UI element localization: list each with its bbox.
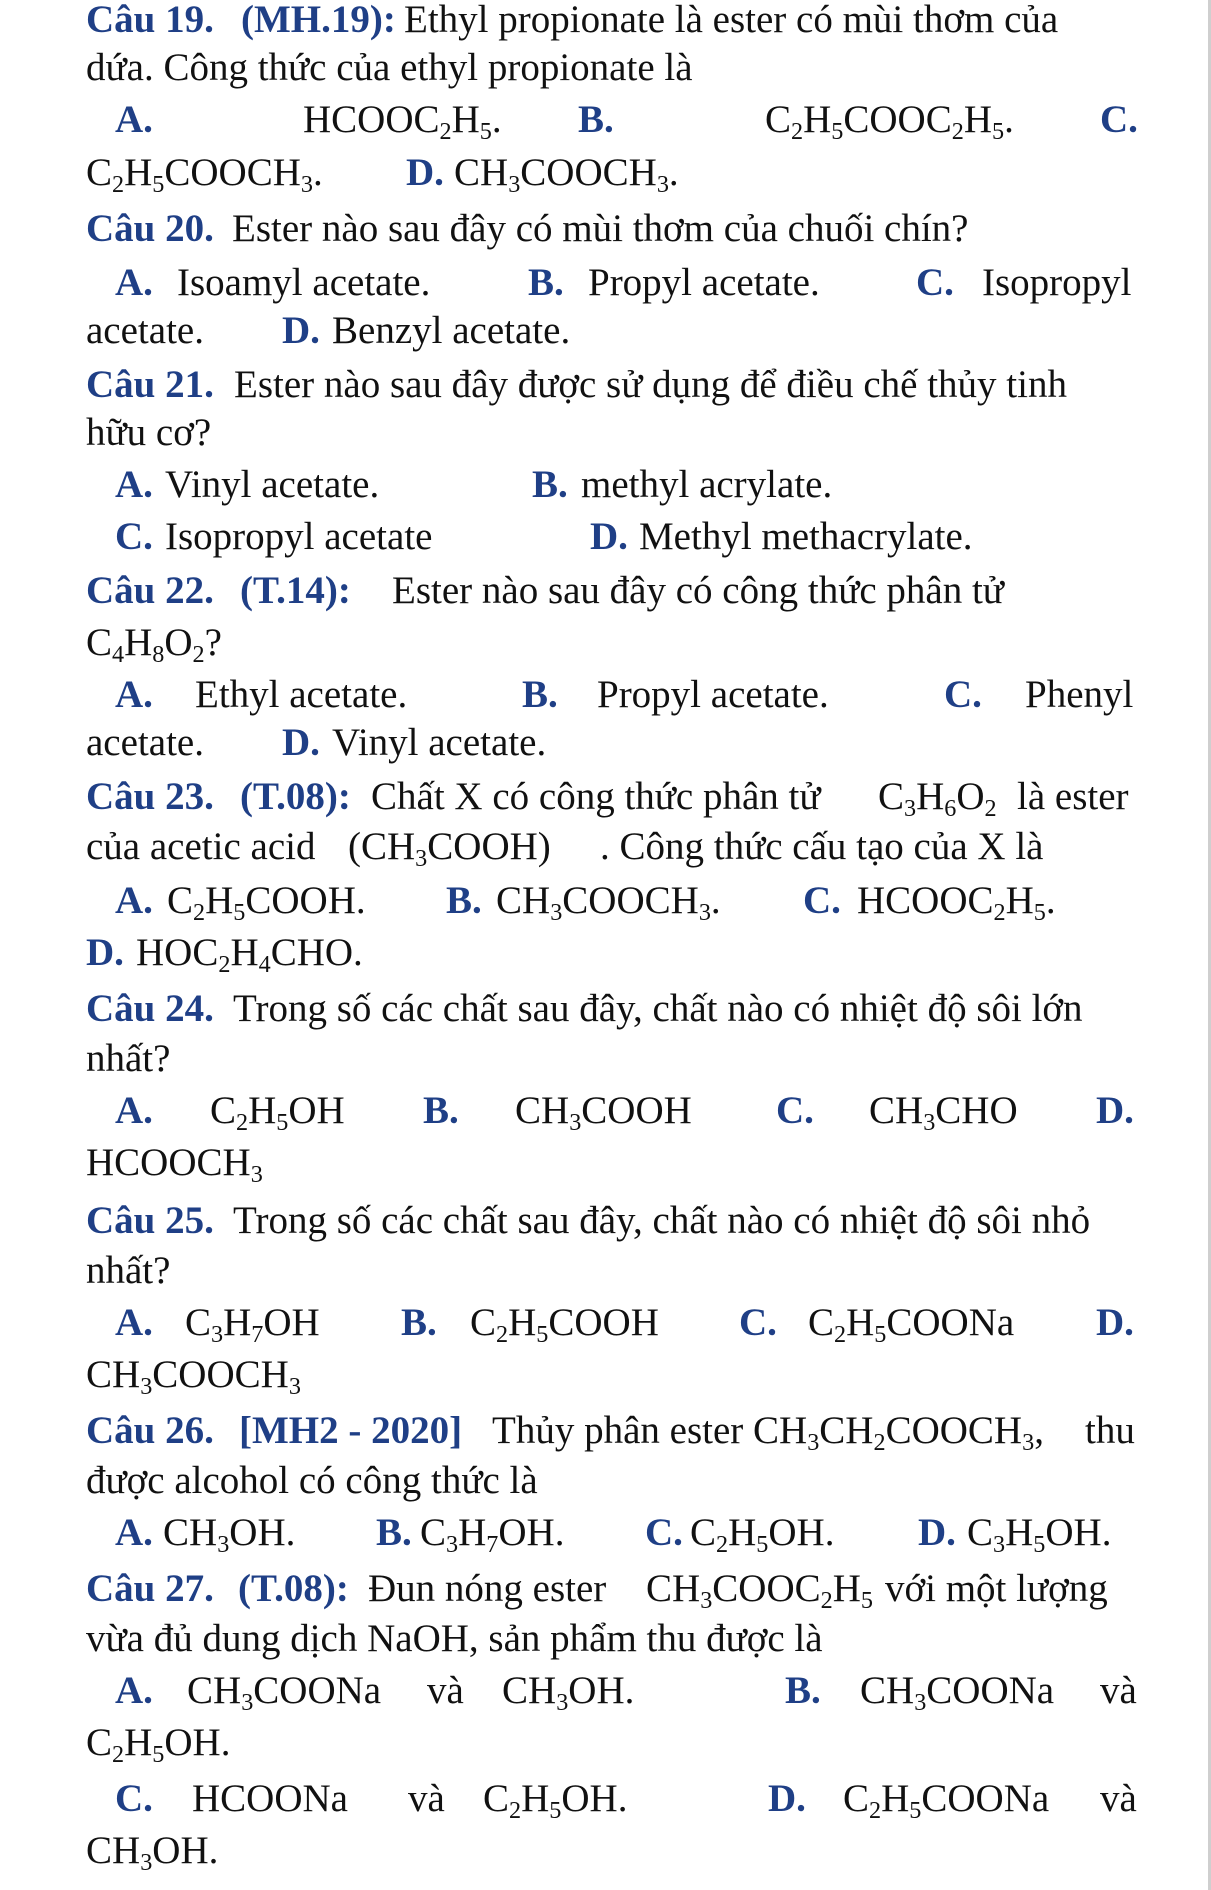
formula-text: COOH <box>548 1301 659 1344</box>
formula-text: . <box>710 879 721 922</box>
option-label: C. <box>944 673 982 716</box>
formula-subscript: 3 <box>415 844 428 872</box>
formula-text: HCOOCH <box>86 1141 251 1184</box>
formula-text: ? <box>204 621 222 664</box>
formula-subscript: 2 <box>791 117 804 145</box>
option-d-text: Benzyl acetate. <box>332 309 571 352</box>
option-label: D. <box>282 309 320 352</box>
option-c-formula <box>808 1297 1014 1349</box>
formula-subscript: 3 <box>300 170 313 198</box>
question-number: Câu 20. <box>86 207 214 250</box>
option-label: B. <box>446 879 482 922</box>
formula-text: COOCH <box>562 879 699 922</box>
formula-text: OH. <box>152 1829 219 1872</box>
formula-text: H <box>963 98 992 141</box>
option-label: B. <box>401 1301 437 1344</box>
option-a-text: Isoamyl acetate. <box>177 261 431 304</box>
question-stem: Ester nào sau đây có công thức phân tử <box>392 569 1004 612</box>
option-c-formula <box>690 1507 834 1559</box>
formula-text: COONa <box>253 1669 382 1712</box>
formula-subscript: 3 <box>288 1372 301 1400</box>
formula-text: C <box>470 1301 497 1344</box>
formula-text: C <box>483 1777 510 1820</box>
formula-subscript: 3 <box>250 1160 263 1188</box>
option-d-text: Methyl methacrylate. <box>639 515 973 558</box>
option-label: D. <box>86 931 124 974</box>
option-label: D. <box>282 721 320 764</box>
option-a-formula-1 <box>187 1665 381 1717</box>
formula-subscript: 3 <box>698 898 711 926</box>
option-d-formula <box>454 147 679 199</box>
option-and-word: và <box>427 1669 464 1712</box>
formula-text: CH <box>86 1353 141 1396</box>
option-a-formula-2 <box>502 1665 634 1717</box>
option-c-text-cont: acetate. <box>86 309 204 352</box>
formula-text: COOC <box>843 98 952 141</box>
formula-text: OH. <box>561 1777 628 1820</box>
option-a-formula <box>167 875 366 927</box>
option-label: B. <box>785 1669 821 1712</box>
formula-text: COOCH <box>885 1409 1023 1452</box>
option-label: B. <box>532 463 568 506</box>
option-label: D. <box>590 515 628 558</box>
formula-subscript: 5 <box>276 1108 289 1136</box>
formula-subscript: 5 <box>152 170 165 198</box>
question-tag: (MH.19): <box>241 0 396 41</box>
formula-text: H <box>451 98 480 141</box>
formula-text: CH <box>646 1567 701 1610</box>
formula-subscript: 5 <box>756 1530 769 1558</box>
option-d-text: Vinyl acetate. <box>332 721 547 764</box>
formula-subscript: 2 <box>496 1320 509 1348</box>
option-d-formula <box>967 1507 1111 1559</box>
option-label: A. <box>115 1089 153 1132</box>
molecular-formula <box>878 771 997 823</box>
formula-text: H <box>803 98 832 141</box>
formula-text: H <box>1005 879 1034 922</box>
question-stem: hữu cơ? <box>86 411 212 454</box>
formula-text: CH <box>496 879 551 922</box>
formula-text: . <box>1004 98 1014 141</box>
formula-subscript: 2 <box>112 1740 125 1768</box>
formula-subscript: 3 <box>807 1428 820 1456</box>
formula-subscript: 5 <box>536 1320 549 1348</box>
formula-text: CH <box>753 1409 808 1452</box>
question-stem: Trong số các chất sau đây, chất nào có nhiệt độ sôi nhỏ <box>233 1199 1091 1242</box>
formula-text: OH. <box>1045 1511 1112 1554</box>
option-b-formula <box>515 1085 692 1137</box>
option-label: D. <box>1096 1301 1134 1344</box>
option-c-formula-2 <box>483 1773 627 1825</box>
formula-text: C <box>878 775 905 818</box>
formula-text: H <box>881 1777 910 1820</box>
question-stem: nhất? <box>86 1249 171 1292</box>
option-label: B. <box>423 1089 459 1132</box>
formula-text: H <box>230 931 259 974</box>
formula-subscript: 2 <box>112 170 125 198</box>
formula-subscript: 7 <box>486 1530 499 1558</box>
option-d-formula-1 <box>843 1773 1049 1825</box>
option-label: A. <box>115 1669 153 1712</box>
formula-text: COONa <box>886 1301 1015 1344</box>
formula-text: COONa <box>926 1669 1055 1712</box>
formula-text: H <box>1005 1511 1034 1554</box>
formula-subscript: 3 <box>211 1320 224 1348</box>
formula-text: OH <box>263 1301 320 1344</box>
formula-text: CH <box>454 151 509 194</box>
option-c-formula <box>869 1085 1018 1137</box>
option-a-formula <box>163 1507 295 1559</box>
option-and-word: và <box>1100 1669 1137 1712</box>
formula-text: COOH) <box>427 825 551 868</box>
formula-subscript: 2 <box>193 898 206 926</box>
formula-subscript: 3 <box>140 1848 153 1876</box>
formula-subscript: 5 <box>1033 898 1046 926</box>
question-tag: (T.08): <box>240 775 351 818</box>
formula-subscript: 2 <box>993 898 1006 926</box>
formula-text: H <box>916 775 945 818</box>
formula-subscript: 3 <box>508 170 521 198</box>
formula-text: CH <box>86 1829 141 1872</box>
formula-subscript: 4 <box>112 640 125 668</box>
formula-text: OH. <box>164 1721 231 1764</box>
option-a-formula <box>210 1085 345 1137</box>
option-c-formula <box>86 147 323 199</box>
option-b-text: Propyl acetate. <box>588 261 820 304</box>
formula-text: H <box>124 1721 153 1764</box>
option-label: A. <box>115 261 153 304</box>
question-stem: Trong số các chất sau đây, chất nào có nhiệt độ sôi lớn <box>233 987 1083 1030</box>
acetic-acid-formula <box>348 821 551 873</box>
option-c-text: Isopropyl <box>982 261 1132 304</box>
formula-text: CHO <box>935 1089 1018 1132</box>
option-label: A. <box>115 879 153 922</box>
formula-subscript: 2 <box>869 1796 882 1824</box>
formula-subscript: 3 <box>550 898 563 926</box>
option-d-formula-2 <box>86 1825 218 1877</box>
option-label: A. <box>115 463 153 506</box>
formula-text: C <box>843 1777 870 1820</box>
option-label: C. <box>115 515 153 558</box>
question-stem: dứa. Công thức của ethyl propionate là <box>86 46 693 89</box>
formula-subscript: 3 <box>923 1108 936 1136</box>
ester-formula <box>646 1563 873 1615</box>
formula-subscript: 2 <box>951 117 964 145</box>
formula-text: CHO. <box>270 931 363 974</box>
formula-subscript: 2 <box>984 794 997 822</box>
formula-text: CH <box>819 1409 874 1452</box>
formula-subscript: 7 <box>251 1320 264 1348</box>
formula-text: COONa <box>921 1777 1050 1820</box>
formula-text: O <box>164 621 193 664</box>
option-a-formula <box>303 94 502 146</box>
option-b-formula-2 <box>86 1717 230 1769</box>
option-a-formula <box>185 1297 320 1349</box>
formula-text: OH. <box>498 1511 565 1554</box>
formula-subscript: 3 <box>914 1688 927 1716</box>
formula-text: H <box>124 621 153 664</box>
formula-subscript: 2 <box>439 117 452 145</box>
formula-text: C <box>690 1511 717 1554</box>
formula-text: CH <box>502 1669 557 1712</box>
question-stem: vừa đủ dung dịch NaOH, sản phẩm thu được là <box>86 1617 823 1660</box>
formula-subscript: 3 <box>1022 1428 1035 1456</box>
formula-text: COOCH <box>164 151 301 194</box>
formula-text: C <box>967 1511 994 1554</box>
question-tag: (T.14): <box>240 569 351 612</box>
formula-subscript: 2 <box>218 950 231 978</box>
formula-text: OH. <box>568 1669 635 1712</box>
formula-subscript: 5 <box>233 898 246 926</box>
formula-text: OH. <box>768 1511 835 1554</box>
formula-text: H <box>458 1511 487 1554</box>
option-label: C. <box>739 1301 777 1344</box>
formula-subscript: 3 <box>700 1586 713 1614</box>
option-c-text: Isopropyl acetate <box>165 515 433 558</box>
formula-subscript: 2 <box>192 640 205 668</box>
formula-text: H <box>205 879 234 922</box>
formula-text: H <box>248 1089 277 1132</box>
formula-subscript: 2 <box>873 1428 886 1456</box>
option-label: D. <box>918 1511 956 1554</box>
formula-subscript: 3 <box>904 794 917 822</box>
formula-subscript: 2 <box>716 1530 729 1558</box>
formula-text: C <box>808 1301 835 1344</box>
option-b-formula <box>765 94 1014 146</box>
option-label: C. <box>115 1777 153 1820</box>
formula-subscript: 5 <box>909 1796 922 1824</box>
question-number: Câu 24. <box>86 987 214 1030</box>
question-number: Câu 23. <box>86 775 214 818</box>
question-tag: [MH2 - 2020] <box>239 1409 463 1452</box>
question-stem: Ester nào sau đây được sử dụng để điều chế thủy tinh <box>234 363 1067 406</box>
formula-text: C <box>420 1511 447 1554</box>
option-label: D. <box>768 1777 806 1820</box>
option-b-formula <box>470 1297 659 1349</box>
formula-text: COOC <box>712 1567 821 1610</box>
option-label: C. <box>803 879 841 922</box>
option-label: B. <box>522 673 558 716</box>
option-label: A. <box>115 1301 153 1344</box>
formula-text: O <box>956 775 985 818</box>
option-label: C. <box>645 1511 683 1554</box>
formula-text: HCOONa <box>192 1777 348 1820</box>
option-d-formula <box>86 1349 301 1401</box>
question-number: Câu 22. <box>86 569 214 612</box>
option-b-formula <box>420 1507 564 1559</box>
option-label: A. <box>115 98 153 141</box>
formula-subscript: 5 <box>1033 1530 1046 1558</box>
formula-text: CH <box>515 1089 570 1132</box>
ester-formula <box>753 1405 1044 1457</box>
formula-subscript: 5 <box>860 1586 873 1614</box>
formula-text: , <box>1034 1409 1044 1452</box>
formula-subscript: 4 <box>258 950 271 978</box>
formula-text: COOH <box>581 1089 692 1132</box>
option-b-text: Propyl acetate. <box>597 673 829 716</box>
question-stem: với một lượng <box>885 1567 1108 1610</box>
option-a-text: Vinyl acetate. <box>165 463 380 506</box>
formula-text: CH <box>869 1089 924 1132</box>
formula-text: H <box>846 1301 875 1344</box>
question-stem: được alcohol có công thức là <box>86 1459 538 1502</box>
option-label: C. <box>776 1089 814 1132</box>
option-label: D. <box>406 151 444 194</box>
formula-text: COOCH <box>152 1353 289 1396</box>
question-stem: Ethyl propionate là ester có mùi thơm của <box>404 0 1059 41</box>
formula-text: H <box>521 1777 550 1820</box>
formula-text: C <box>167 879 194 922</box>
question-stem: . Công thức cấu tạo của X là <box>600 825 1044 868</box>
question-stem: của acetic acid <box>86 825 316 868</box>
formula-subscript: 3 <box>446 1530 459 1558</box>
option-b-formula <box>496 875 721 927</box>
formula-text: CH <box>860 1669 915 1712</box>
formula-subscript: 3 <box>556 1688 569 1716</box>
formula-text: . <box>1045 879 1056 922</box>
option-label: B. <box>528 261 564 304</box>
formula-subscript: 3 <box>569 1108 582 1136</box>
formula-text: HOC <box>136 931 219 974</box>
formula-text: . <box>491 98 502 141</box>
option-label: B. <box>578 98 614 141</box>
question-stem: Thủy phân ester <box>492 1409 744 1452</box>
option-label: C. <box>1100 98 1138 141</box>
formula-text: . <box>313 151 323 194</box>
formula-subscript: 5 <box>874 1320 887 1348</box>
molecular-formula <box>86 617 222 669</box>
formula-text: H <box>728 1511 757 1554</box>
formula-subscript: 8 <box>152 640 165 668</box>
option-label: D. <box>1096 1089 1134 1132</box>
option-d-formula <box>86 1137 263 1189</box>
question-number: Câu 26. <box>86 1409 214 1452</box>
formula-subscript: 5 <box>992 117 1005 145</box>
formula-subscript: 3 <box>241 1688 254 1716</box>
formula-text: C <box>86 621 113 664</box>
formula-text: OH. <box>229 1511 296 1554</box>
formula-text: C <box>185 1301 212 1344</box>
formula-text: CH <box>187 1669 242 1712</box>
option-and-word: và <box>408 1777 445 1820</box>
formula-text: C <box>210 1089 237 1132</box>
formula-subscript: 6 <box>944 794 957 822</box>
formula-text: HCOOC <box>857 879 994 922</box>
formula-subscript: 2 <box>236 1108 249 1136</box>
option-label: B. <box>376 1511 412 1554</box>
question-stem: nhất? <box>86 1037 171 1080</box>
option-b-formula-1 <box>860 1665 1054 1717</box>
formula-text: C <box>765 98 792 141</box>
question-stem: Chất X có công thức phân tử <box>371 775 821 818</box>
formula-text: H <box>508 1301 537 1344</box>
question-tag: (T.08): <box>238 1567 349 1610</box>
option-and-word: và <box>1100 1777 1137 1820</box>
question-number: Câu 27. <box>86 1567 214 1610</box>
formula-subscript: 5 <box>549 1796 562 1824</box>
formula-text: C <box>86 1721 113 1764</box>
formula-text: COOCH <box>520 151 657 194</box>
formula-text: HCOOC <box>303 98 440 141</box>
formula-subscript: 3 <box>217 1530 230 1558</box>
formula-subscript: 2 <box>834 1320 847 1348</box>
question-number: Câu 21. <box>86 363 214 406</box>
formula-subscript: 5 <box>152 1740 165 1768</box>
question-number: Câu 25. <box>86 1199 214 1242</box>
formula-text: C <box>86 151 113 194</box>
option-label: A. <box>115 1511 153 1554</box>
option-d-formula <box>136 927 363 979</box>
option-c-text: Phenyl <box>1025 673 1134 716</box>
question-stem: Ester nào sau đây có mùi thơm của chuối chín? <box>232 207 969 250</box>
formula-text: COOH. <box>245 879 366 922</box>
formula-subscript: 5 <box>831 117 844 145</box>
formula-subscript: 5 <box>479 117 492 145</box>
question-stem: là ester <box>1017 775 1129 818</box>
formula-text: CH <box>163 1511 218 1554</box>
formula-text: OH <box>288 1089 345 1132</box>
option-label: A. <box>115 673 153 716</box>
option-b-text: methyl acrylate. <box>581 463 833 506</box>
question-number: Câu 19. <box>86 0 214 41</box>
question-stem: Đun nóng ester <box>368 1567 607 1610</box>
formula-subscript: 2 <box>509 1796 522 1824</box>
question-stem: thu <box>1085 1409 1135 1452</box>
formula-text: H <box>832 1567 861 1610</box>
option-c-formula <box>857 875 1056 927</box>
formula-subscript: 3 <box>656 170 669 198</box>
formula-subscript: 3 <box>993 1530 1006 1558</box>
option-c-formula-1 <box>192 1773 348 1825</box>
formula-text: H <box>124 151 153 194</box>
formula-text: (CH <box>348 825 416 868</box>
option-c-text-cont: acetate. <box>86 721 204 764</box>
formula-text: H <box>223 1301 252 1344</box>
option-a-text: Ethyl acetate. <box>195 673 408 716</box>
formula-subscript: 2 <box>820 1586 833 1614</box>
option-label: C. <box>916 261 954 304</box>
formula-text: . <box>668 151 679 194</box>
formula-subscript: 3 <box>140 1372 153 1400</box>
